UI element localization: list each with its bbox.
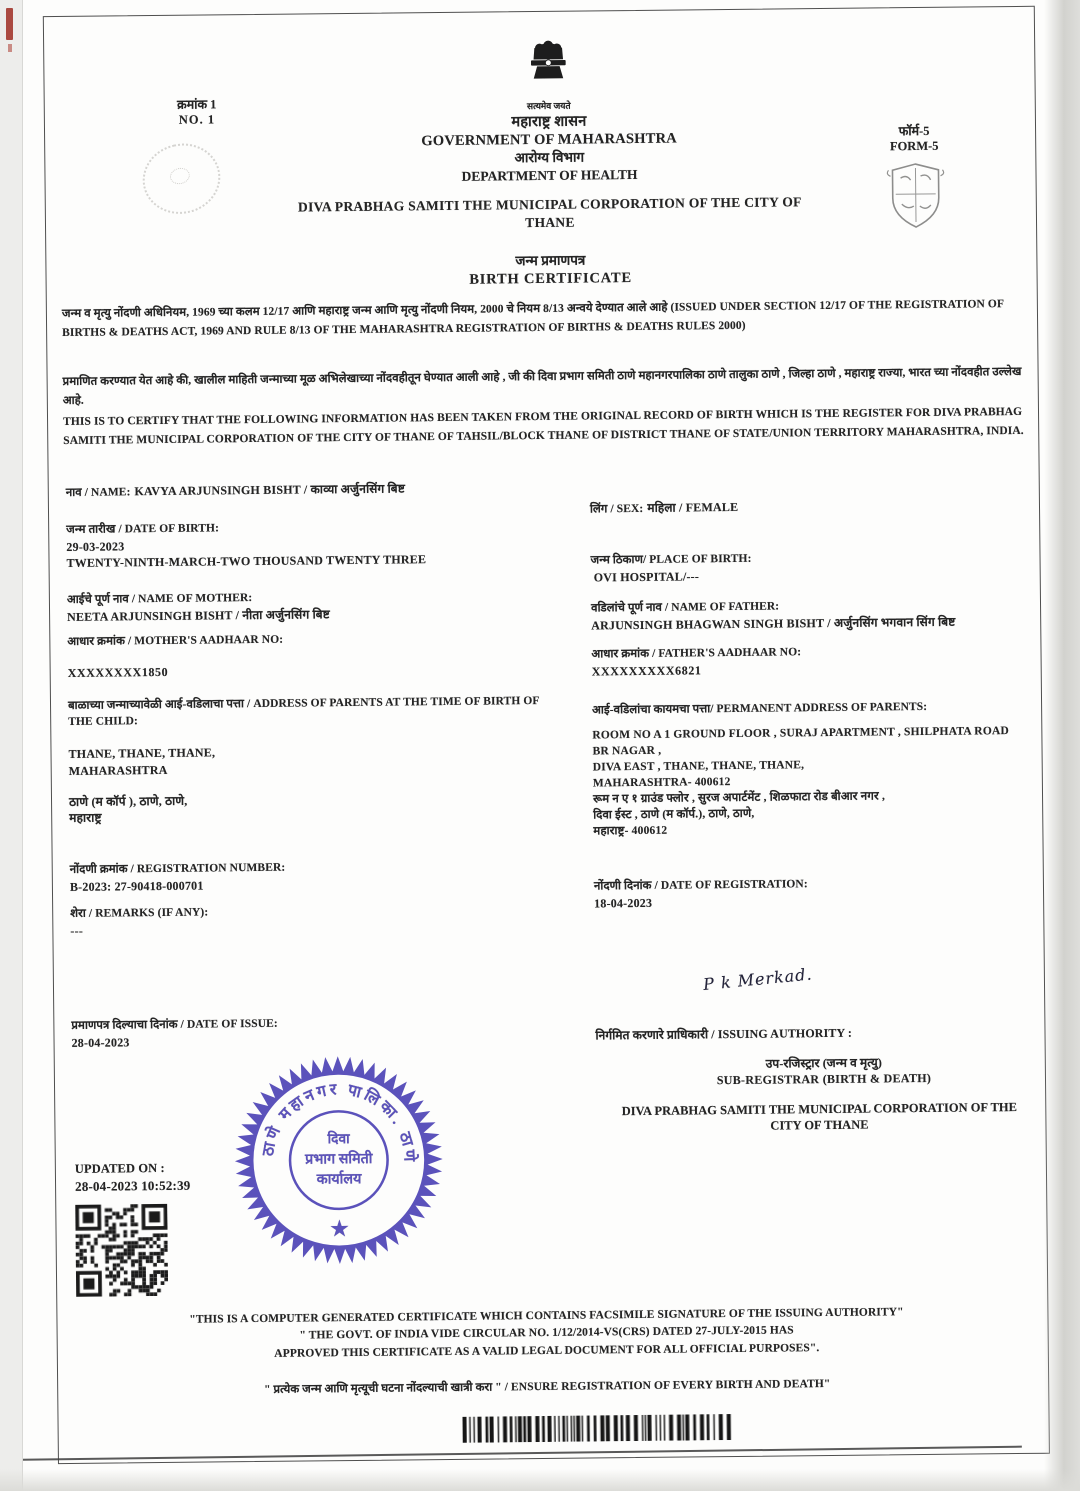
scan-edge-left [0,0,23,1491]
title-marathi: जन्म प्रमाणपत्र [425,251,675,271]
scan-edge-right [1044,0,1080,1491]
field-pob [590,552,751,586]
seal-center-line2: प्रभाग समिती [304,1149,374,1168]
footer-line3: APPROVED THIS CERTIFICATE AS A VALID LEGAL DOCUMENT FOR ALL OFFICIAL PURPOSES". [97,1338,997,1365]
mother-name-label: आईचे पूर्ण नाव / NAME OF MOTHER: [67,588,567,609]
registration-date-label: नोंदणी दिनांक / DATE OF REGISTRATION: [594,877,808,895]
permanent-address-label: आई-वडिलांचा कायमचा पत्ता/ PERMANENT ADDRESS OF PARENTS: [592,699,1042,719]
field-mother-aadhaar [67,633,283,682]
name-label: नाव / NAME: [66,486,131,499]
updated-on-label: UPDATED ON : [75,1160,191,1178]
seal-ring-text: ठाणे महानगर पालिका. ठाणे [259,1080,420,1166]
dob-value-words: TWENTY-NINTH-MARCH-TWO THOUSAND TWENTY THREE [66,551,426,572]
municipal-round-seal-icon [232,1053,446,1272]
designation-marathi: उप-रजिस्ट्रार (जन्म व मृत्यु) [644,1053,1004,1073]
issue-date-label: प्रमाणपत्र दिल्याचा दिनांक / DATE OF ISSUE: [71,1017,278,1035]
serial-number-block [152,95,242,128]
father-name-label: वडिलांचे पूर्ण नाव / NAME OF FATHER: [591,597,1041,617]
field-birth-address [68,694,549,827]
issuing-authority-office: DIVA PRABHAG SAMITI THE MUNICIPAL CORPORATION OF THE CITY OF THANE [604,1099,1034,1136]
scan-edge-bottom [0,1469,1080,1491]
birth-address-value-marathi: ठाणे (म कॉर्प ), ठाणे, ठाणे, महाराष्ट्र [69,789,549,828]
seal-center-line1: दिवा [326,1130,351,1146]
govt-marathi: महाराष्ट्र शासन [324,111,774,134]
barcode-icon [463,1414,735,1448]
pob-label: जन्म ठिकाण/ PLACE OF BIRTH: [590,552,751,569]
registration-date-value: 18-04-2023 [594,893,808,912]
dob-label: जन्म तारीख / DATE OF BIRTH: [66,519,426,538]
issuing-authority-designation [644,1053,1004,1089]
scan-red-mark-small [8,44,12,52]
updated-on-value: 28-04-2023 10:52:39 [75,1177,191,1196]
serial-label-english: NO. 1 [152,112,242,128]
mother-name-value: NEETA ARJUNSINGH BISHT / नीता अर्जुनसिंग बिष्ट [67,603,567,625]
title-english: BIRTH CERTIFICATE [425,268,675,289]
seal-center-line3: कार्यालय [316,1169,363,1187]
dept-marathi: आरोग्य विभाग [324,147,774,169]
mother-aadhaar-label: आधार क्रमांक / MOTHER'S AADHAAR NO: [67,633,283,651]
father-aadhaar-label: आधार क्रमांक / FATHER'S AADHAAR NO: [591,645,801,663]
sex-value: महिला / FEMALE [647,500,738,515]
serial-label-marathi: क्रमांक 1 [152,95,242,113]
municipal-corporation-line: DIVA PRABHAG SAMITI THE MUNICIPAL CORPORATION OF THE CITY OF THANE [265,193,835,234]
mother-aadhaar-value: XXXXXXXX1850 [68,662,284,681]
registration-number-value: B-2023: 27-90418-000701 [70,876,286,895]
footer-line2: " THE GOVT. OF INDIA VIDE CIRCULAR NO. 1/12/2014-VS(CRS) DATED 27-JULY-2015 HAS [97,1321,997,1348]
certificate-title [425,251,675,289]
field-sex [590,498,738,518]
act-text-english: (ISSUED UNDER SECTION 12/17 OF THE REGISTRATION OF BIRTHS & DEATHS ACT, 1969 AND RULE 8/13 OF THE MAHARASHTRA REGISTRATION OF BIRTHS & DEATHS RULES 2000) [62,298,1004,338]
act-text-marathi: जन्म व मृत्यु नोंदणी अधिनियम, 1969 च्या कलम 12/17 आणि महाराष्ट्र जन्म आणि मृत्यु नोंदणी नियम, 2000 चे नियम 8/13 अन्वये देण्यात आले आहे [62,302,668,320]
birth-address-value-english: THANE, THANE, THANE, MAHARASHTRA [68,741,548,780]
field-issue-date [71,1017,278,1051]
govt-english: GOVERNMENT OF MAHARASHTRA [324,129,774,152]
field-registration-number [70,861,286,896]
ashoka-emblem-icon [522,40,575,104]
form-number-block [864,122,964,155]
field-father-name [591,597,1041,634]
issuing-authority-label: निर्गमित करणारे प्राधिकारी / ISSUING AUTHORITY : [595,1025,852,1044]
designation-english: SUB-REGISTRAR (BIRTH & DEATH) [644,1069,1004,1089]
sex-label: लिंग / SEX: [590,503,643,516]
seal-star-icon: ★ [329,1216,350,1242]
field-dob [66,519,426,572]
field-permanent-address [592,699,1043,840]
pob-value: OVI HOSPITAL/--- [591,567,752,585]
birth-address-label: बाळाच्या जन्माच्यावेळी आई-वडिलाचा पत्ता / ADDRESS OF PARENTS AT THE TIME OF BIRTH OF THE CHILD: [68,694,548,730]
certify-paragraph-marathi: प्रमाणित करण्यात येत आहे की, खालील माहिती जन्माच्या मूळ अभिलेखाच्या नोंदवहीतून घेण्यात आली आहे , जी की दिवा प्रभाग समिती ठाणे महानगरपालिका ठाणे तालुका ठाणे , जिल्हा ठाणे , महाराष्ट्र राज्या, भारत च्या नोंदवहीत उल्लेख आहे. [63,363,1035,410]
field-registration-date [594,877,808,912]
field-remarks [70,905,208,939]
name-value: KAVYA ARJUNSINGH BISHT / काव्या अर्जुनसिंग बिष्ट [134,481,405,498]
footer-line1: "THIS IS A COMPUTER GENERATED CERTIFICATE WHICH CONTAINS FACSIMILE SIGNATURE OF THE ISSUING AUTHORITY" [96,1303,996,1330]
certify-paragraph-english: THIS IS TO CERTIFY THAT THE FOLLOWING INFORMATION HAS BEEN TAKEN FROM THE ORIGINAL RECORD OF BIRTH WHICH IS THE REGISTER FOR DIVA PRABHAG SAMITI THE MUNICIPAL CORPORATION OF THE CITY OF THANE OF TAHSIL/BLOCK THANE OF DISTRICT THANE OF STATE/UNION TERRITORY MAHARASHTRA, INDIA. [63,403,1035,450]
remarks-label: शेरा / REMARKS (IF ANY): [70,905,208,922]
form-label-english: FORM-5 [864,139,964,155]
dob-value: 29-03-2023 [66,535,426,556]
qr-code-icon [75,1204,168,1302]
shield-crest-icon [884,160,947,238]
field-father-aadhaar [591,645,801,680]
issue-date-value: 28-04-2023 [71,1032,278,1051]
scan-red-mark [6,8,13,40]
permanent-address-value-english: ROOM NO A 1 GROUND FLOOR , SURAJ APARTMENT , SHILPHATA ROAD BR NAGAR , DIVA EAST , THANE, THANE, THANE, MAHARASHTRA- 400612 [592,722,1043,791]
father-name-value: ARJUNSINGH BHAGWAN SINGH BISHT / अर्जुनसिंग भगवान सिंग बिष्ट [591,612,1041,634]
remarks-value: --- [70,921,208,939]
footer-disclaimer [96,1303,996,1364]
issuing-authority-signature: P k Merkad. [702,964,813,994]
footer-slogan: " प्रत्येक जन्म आणि मृत्यूची घटना नोंदल्याची खात्री करा " / ENSURE REGISTRATION OF EVERY BIRTH AND DEATH" [97,1373,997,1401]
father-aadhaar-value: XXXXXXXXX6821 [592,661,802,680]
government-heading [324,111,775,187]
field-mother-name [67,588,567,626]
form-label-marathi: फॉर्म-5 [864,122,964,140]
field-updated-on [75,1160,191,1196]
dept-english: DEPARTMENT OF HEALTH [324,164,774,186]
permanent-address-value-marathi: रूम न ए १ ग्राउंड फ्लोर , सुरज अपार्टमेंट , शिळफाटा रोड बीआर नगर , दिवा ईस्ट , ठाणे (म कॉर्प.), ठाणे, ठाणे, महाराष्ट्र- 400612 [593,787,1043,840]
emblem-caption: सत्यमेव जयते [474,98,624,113]
registration-number-label: नोंदणी क्रमांक / REGISTRATION NUMBER: [70,861,286,879]
